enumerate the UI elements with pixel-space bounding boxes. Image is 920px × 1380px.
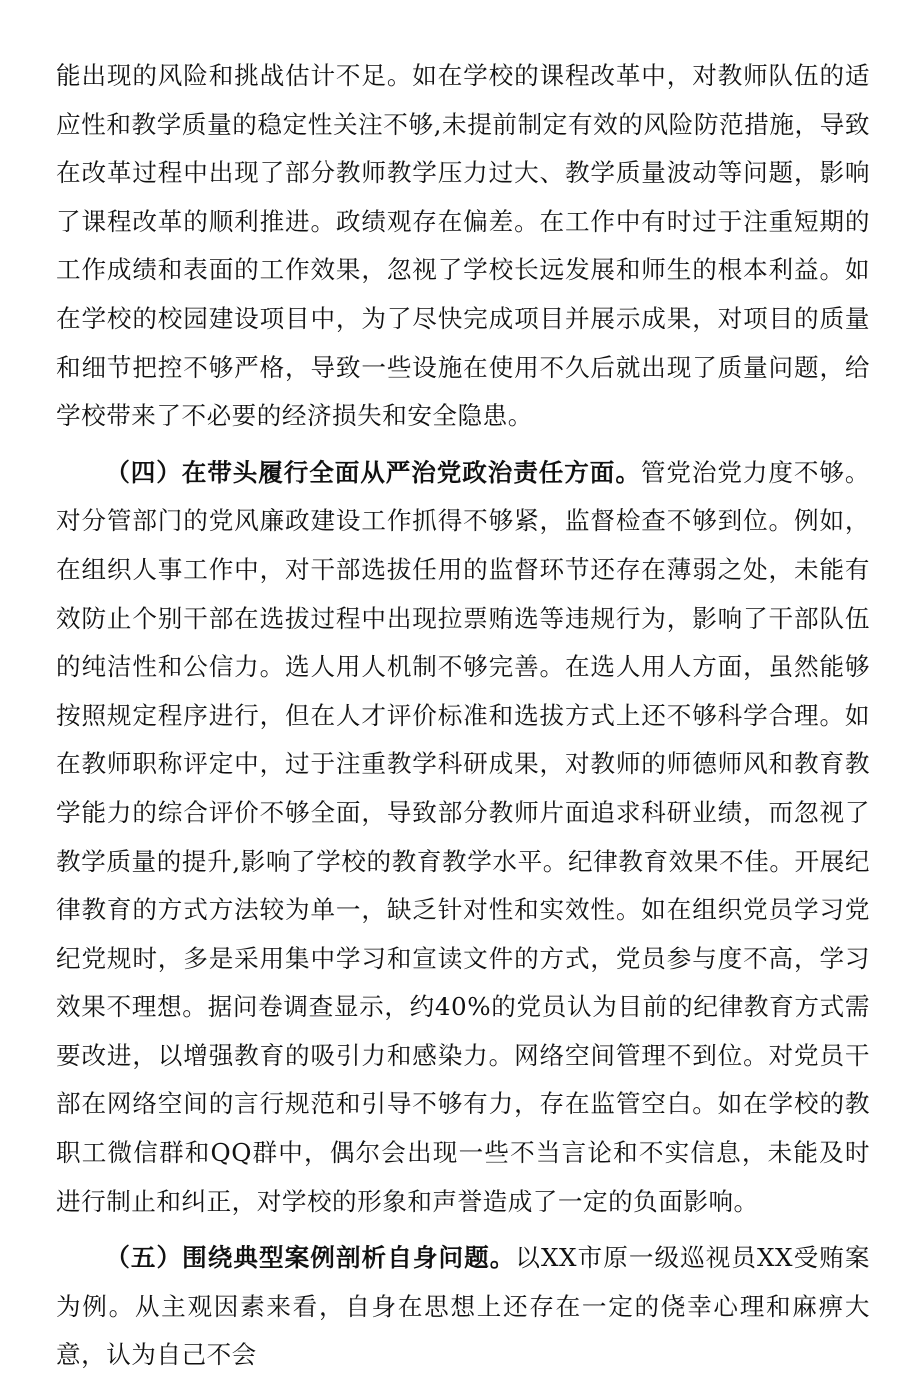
document-body — [56, 52, 870, 1380]
paragraph-section-4 — [56, 449, 870, 1227]
paragraph-text: 以XX市原一级巡视员XX受贿案为例。从主观因素来看，自身在思想上还存在一定的侥幸心理和麻痹大意，认为自己不会 — [56, 1243, 870, 1370]
paragraph-section-5 — [56, 1234, 870, 1380]
paragraph-text: 能出现的风险和挑战估计不足。如在学校的课程改革中，对教师队伍的适应性和教学质量的稳定性关注不够,未提前制定有效的风险防范措施，导致在改革过程中出现了部分教师教学压力过大、教学质量波动等问题，影响了课程改革的顺利推进。政绩观存在偏差。在工作中有时过于注重短期的工作成绩和表面的工作效果，忽视了学校长远发展和师生的根本利益。如在学校的校园建设项目中，为了尽快完成项目并展示成果，对项目的质量和细节把控不够严格，导致一些设施在使用不久后就出现了质量问题，给学校带来了不必要的经济损失和安全隐患。 — [56, 61, 870, 431]
section-heading-5: （五）围绕典型案例剖析自身问题。 — [105, 1243, 516, 1273]
paragraph-text: 管党治党力度不够。对分管部门的党风廉政建设工作抓得不够紧，监督检查不够到位。例如，在组织人事工作中，对干部选拔任用的监督环节还存在薄弱之处，未能有效防止个别干部在选拔过程中出现拉票贿选等违规行为，影响了干部队伍的纯洁性和公信力。选人用人机制不够完善。在选人用人方面，虽然能够按照规定程序进行，但在人才评价标准和选拔方式上还不够科学合理。如在教师职称评定中，过于注重教学科研成果，对教师的师德师风和教育教学能力的综合评价不够全面，导致部分教师片面追求科研业绩，而忽视了教学质量的提升,影响了学校的教育教学水平。纪律教育效果不佳。开展纪律教育的方式方法较为单一，缺乏针对性和实效性。如在组织党员学习党纪党规时，多是采用集中学习和宣读文件的方式，党员参与度不高，学习效果不理想。据问卷调查显示，约40%的党员认为目前的纪律教育方式需要改进，以增强教育的吸引力和感染力。网络空间管理不到位。对党员干部在网络空间的言行规范和引导不够有力，存在监管空白。如在学校的教职工微信群和QQ群中，偶尔会出现一些不当言论和不实信息，未能及时进行制止和纠正，对学校的形象和声誉造成了一定的负面影响。 — [56, 457, 870, 1216]
section-heading-4: （四）在带头履行全面从严治党政治责任方面。 — [105, 457, 641, 487]
paragraph-continuation — [56, 52, 870, 441]
